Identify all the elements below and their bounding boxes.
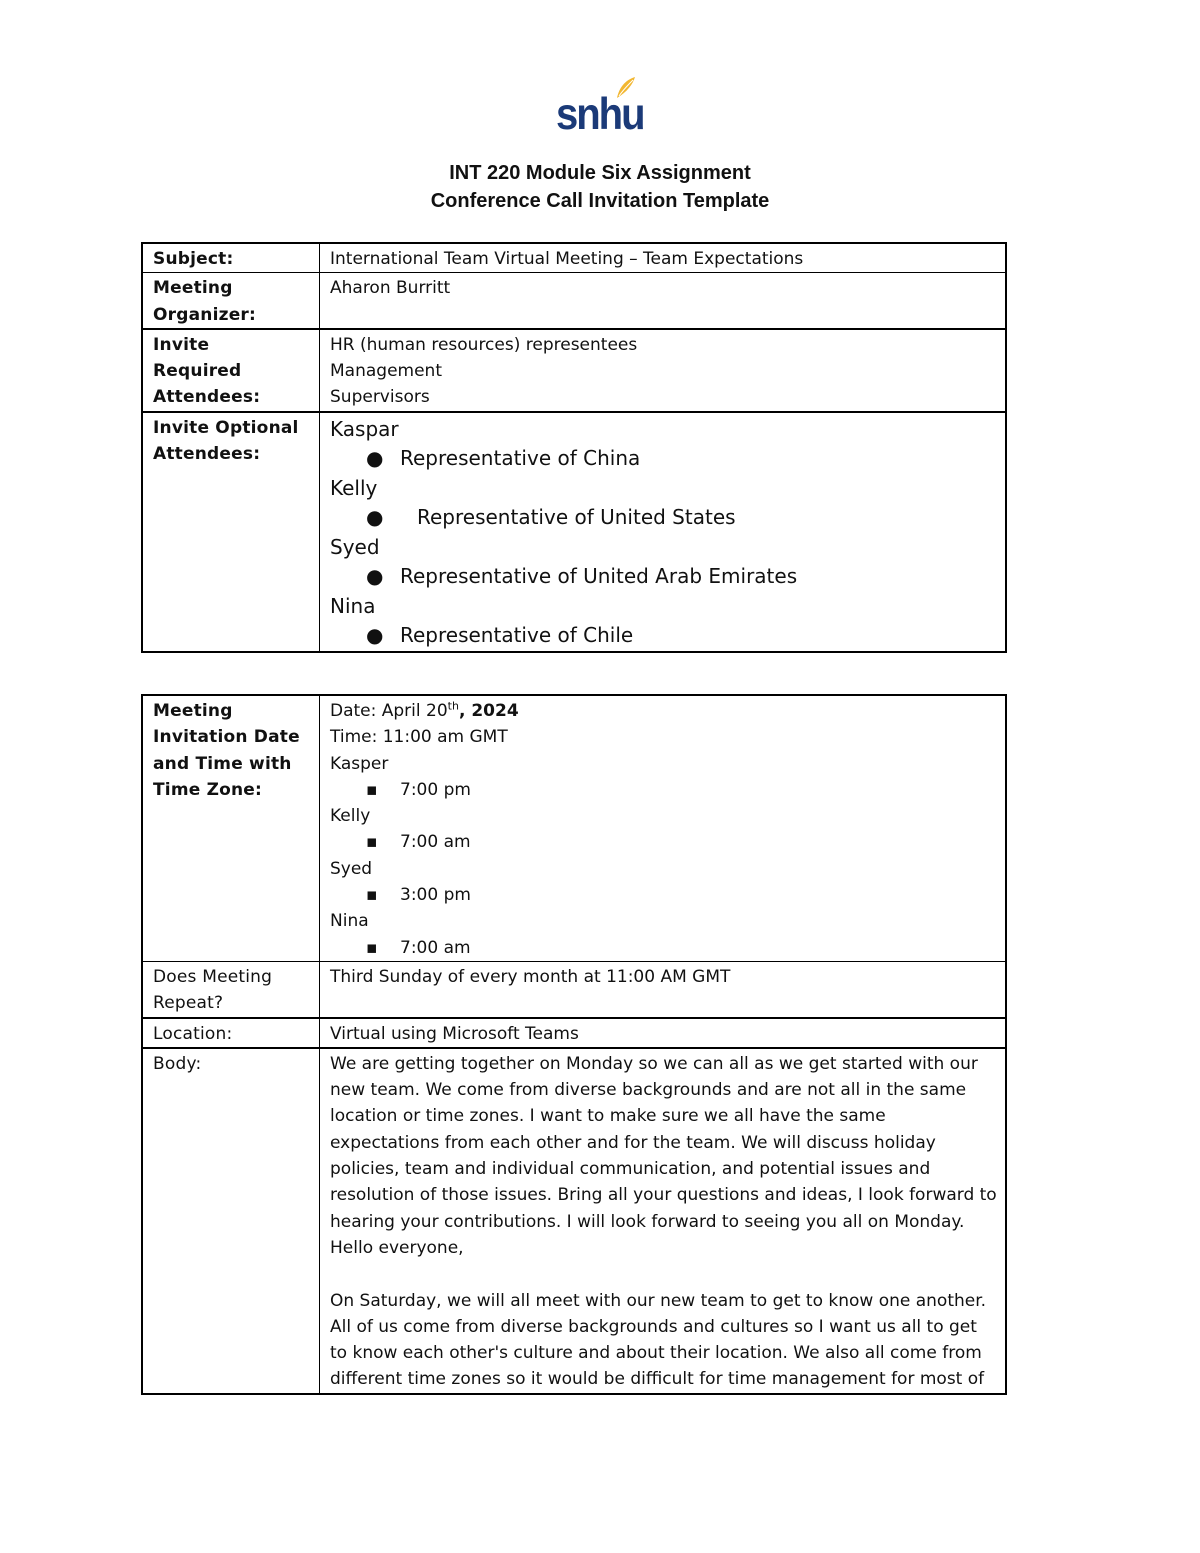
attendee-name: Kelly (330, 806, 371, 827)
body-row (142, 1048, 1006, 1394)
square-bullet-icon: ▪ (366, 885, 378, 906)
meeting-date: Date: April 20th, 2024 (330, 699, 519, 721)
document-title: INT 220 Module Six Assignment (449, 162, 751, 184)
organizer-label: Meeting Organizer: (142, 273, 320, 329)
body-label: Body: (142, 1048, 320, 1394)
organizer-row (142, 273, 1006, 329)
attendee-name: Nina (330, 911, 369, 932)
list-item: Supervisors (330, 387, 430, 408)
square-bullet-icon: ▪ (366, 779, 378, 800)
bullet-icon: ● (366, 505, 384, 530)
local-time: 7:00 am (400, 937, 471, 958)
attendee-name: Kasper (330, 753, 389, 774)
subject-row (142, 243, 1006, 273)
required-attendees-value (320, 329, 1007, 412)
body-value (320, 1048, 1007, 1394)
body-paragraph: We are getting together on Monday so we can all as we get started with our new team. We come from diverse backgrounds and are not all in the same location or time zones. I want to make sure we all have the same expectations from each other and for the team. We will discuss holiday policies, team and individual communication, and potential issues and resolution of those issues. Bring all your questions and ideas, I look forward to hearing your contributions. I will look forward to seeing you all on Monday. (330, 1053, 997, 1232)
attendee-detail: Representative of United Arab Emirates (400, 564, 798, 589)
document-subtitle: Conference Call Invitation Template (430, 190, 770, 212)
list-item: Management (330, 361, 442, 382)
attendee-name: Syed (330, 534, 380, 559)
meeting-time: Time: 11:00 am GMT (330, 727, 508, 748)
attendee-name: Nina (330, 593, 376, 618)
subject-value: International Team Virtual Meeting – Team Expectations (320, 243, 1007, 273)
subject-label: Subject: (142, 243, 320, 273)
location-label: Location: (142, 1018, 320, 1048)
logo-wordmark: snhu (556, 90, 644, 140)
required-attendees-row (142, 329, 1006, 412)
local-time: 3:00 pm (400, 885, 471, 906)
repeat-row (142, 961, 1006, 1017)
local-time: 7:00 am (400, 832, 471, 853)
repeat-label: Does Meeting Repeat? (142, 961, 320, 1017)
invitation-table-2 (141, 694, 1007, 1395)
attendee-detail: Representative of Chile (400, 623, 634, 648)
optional-attendees-label: Invite Optional Attendees: (142, 412, 320, 652)
square-bullet-icon: ▪ (366, 937, 378, 958)
invitation-table-1 (141, 242, 1007, 653)
location-value: Virtual using Microsoft Teams (320, 1018, 1007, 1048)
optional-attendees-value (320, 412, 1007, 652)
body-paragraph: On Saturday, we will all meet with our new team to get to know one another. All of us come from diverse backgrounds and cultures so I want us all to get to know each other's culture and about their location. We also all come from different time zones so it would be difficult for time management for most of (330, 1290, 987, 1390)
attendee-detail: Representative of China (400, 446, 641, 471)
attendee-name: Kaspar (330, 416, 399, 441)
location-row (142, 1018, 1006, 1048)
datetime-value (320, 695, 1007, 961)
attendee-detail: Representative of United States (417, 505, 736, 530)
bullet-icon: ● (366, 446, 384, 471)
optional-attendees-row (142, 412, 1006, 652)
local-time: 7:00 pm (400, 779, 471, 800)
required-attendees-label: Invite Required Attendees: (142, 329, 320, 412)
datetime-row (142, 695, 1006, 961)
attendee-name: Kelly (330, 475, 378, 500)
datetime-label: Meeting Invitation Date and Time with Time Zone: (142, 695, 320, 961)
snhu-logo (556, 76, 644, 140)
bullet-icon: ● (366, 564, 384, 589)
repeat-value: Third Sunday of every month at 11:00 AM GMT (320, 961, 1007, 1017)
bullet-icon: ● (366, 623, 384, 648)
list-item: HR (human resources) representees (330, 334, 638, 355)
body-greeting: Hello everyone, (330, 1237, 464, 1258)
organizer-value: Aharon Burritt (320, 273, 1007, 329)
attendee-name: Syed (330, 858, 373, 879)
square-bullet-icon: ▪ (366, 832, 378, 853)
